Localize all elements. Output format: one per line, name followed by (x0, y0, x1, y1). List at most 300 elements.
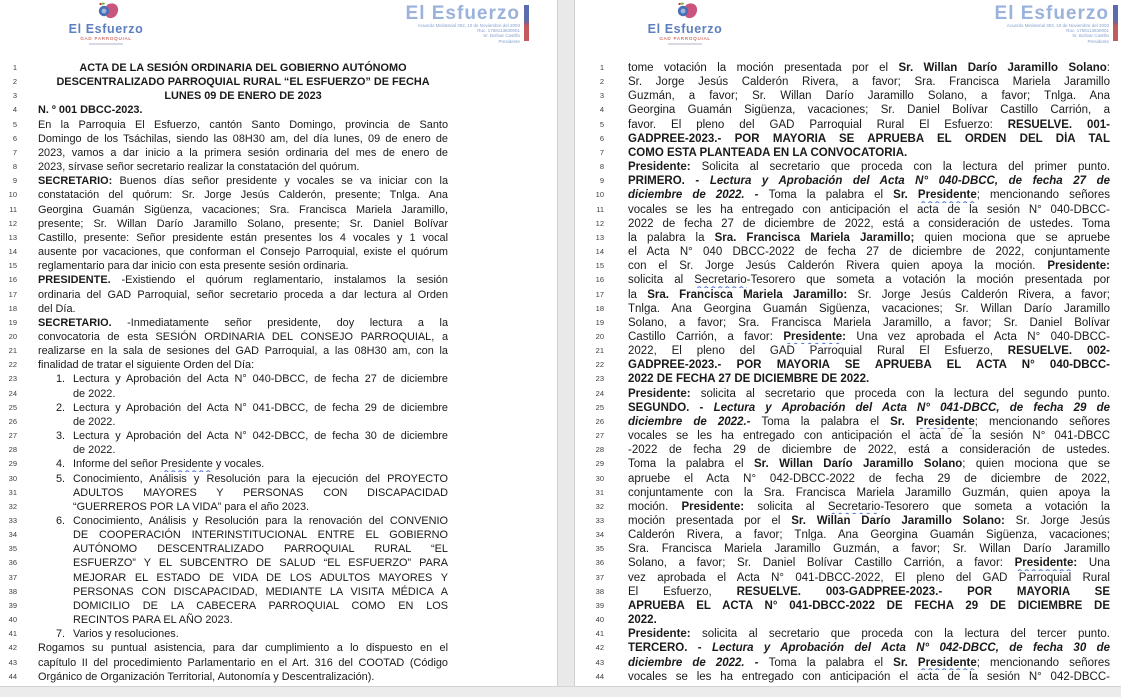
document-line (592, 372, 1110, 386)
line-text: 2022 de fecha 27 de diciembre de 2022, está a consideración de ustedes. Toma (628, 217, 1110, 230)
document-line (2, 571, 448, 585)
line-number: 42 (595, 643, 604, 653)
document-line (2, 500, 448, 514)
line-number: 26 (8, 416, 17, 426)
line-text: 2. Lectura y Aprobación del Acta N° 041-DBCC, de fecha 29 de diciembre (56, 401, 448, 414)
line-text: Presidente: Solicita al secretario que proceda con la lectura del primer punto. (628, 161, 1110, 174)
line-text: PRESIDENTE. -Existiendo el quórum reglamentario, instalamos la sesión (38, 274, 448, 287)
line-number: 41 (8, 629, 17, 639)
line-number: 8 (12, 162, 17, 172)
line-text: tome votación la moción presentada por el Sr. Willan Darío Jaramillo Solano: (628, 62, 1110, 74)
line-number: 8 (599, 162, 604, 172)
list-marker: 2. (56, 401, 66, 414)
line-text: ausente por vacaciones, que conforman el Consejo Parroquial, existe el quórum (38, 246, 448, 259)
line-text: vocales se les ha entregado con anticipación el acta de la sesión N° 040-DBCC- (628, 203, 1110, 216)
line-text: -2022 de fecha 29 de diciembre de 2022, está a consideración de ustedes. (628, 444, 1110, 457)
document-line (2, 245, 448, 259)
line-text: favor. El pleno del GAD Parroquial Rural El Esfuerzo: RESUELVE. 001- (628, 118, 1110, 131)
line-number: 18 (8, 303, 17, 313)
document-line (592, 160, 1110, 174)
line-number: 35 (8, 544, 17, 554)
letterhead-wordmark: El Esfuerzo (405, 3, 520, 24)
line-text: capítulo II del procedimiento Parlamentario en el Art. 316 del COOTAD (Código (38, 656, 448, 669)
line-text: Guzmán, a favor; Sr. Willan Darío Jaramillo Solano, a favor; Tnlga. Ana (628, 90, 1110, 103)
line-text: 2022 DE FECHA 27 DE DICIEMBRE DE 2022. (628, 373, 870, 386)
document-line (2, 670, 448, 684)
document-line (592, 358, 1110, 372)
document-line (2, 160, 448, 174)
line-text: Sra. Francisca Mariela Jaramillo Guzmán, a favor; Sr. Willan Darío Jaramillo (628, 543, 1110, 556)
line-number: 26 (595, 416, 604, 426)
line-number: 36 (8, 558, 17, 568)
line-text: GADPREE-2023.- POR MAYORIA SE APRUEBA EL ACTA N° 040-DBCC- (628, 359, 1110, 372)
document-line (592, 316, 1110, 330)
logo-subtitle: GAD PARROQUIAL (80, 36, 132, 41)
line-number: 37 (8, 572, 17, 582)
line-text: MEJORAR EL ESTADO DE VIDA DE LOS ADULTOS MAYORES Y (73, 571, 448, 584)
list-marker: 7. (56, 628, 66, 641)
line-number: 24 (595, 388, 604, 398)
document-line (2, 288, 448, 302)
line-text: solicita al Secretario-Tesorero que someta a votación la moción presentada por (628, 274, 1110, 287)
document-line (2, 103, 448, 117)
document-line (592, 103, 1110, 117)
line-text: 2022. (628, 614, 657, 627)
line-text: del Día. (38, 302, 76, 315)
line-text: presente; Sr. Willan Darío Jaramillo Solano, presente; Sr. Daniel Bolívar (38, 217, 448, 230)
line-text: 2023, sírvase señor secretario realizar la constatación del quórum. (38, 161, 360, 174)
line-number: 25 (595, 402, 604, 412)
line-text: El Esfuerzo, RESUELVE. 003-GADPREE-2023.- POR MAYORIA SE (628, 585, 1110, 598)
line-number: 10 (8, 190, 17, 200)
line-number: 37 (595, 572, 604, 582)
line-text: PRIMERO. - Lectura y Aprobación del Acta N° 040-DBCC, de fecha 27 de (628, 175, 1110, 188)
document-line (592, 415, 1110, 429)
line-number: 32 (8, 501, 17, 511)
document-line (2, 146, 448, 160)
list-marker: 3. (56, 430, 66, 443)
document-line (2, 273, 448, 287)
document-line (2, 174, 448, 188)
line-text: diciembre de 2022.- Toma la palabra el Sr. Presidente; mencionando señores (628, 415, 1110, 428)
line-number: 29 (8, 459, 17, 469)
document-line (592, 571, 1110, 585)
line-number: 40 (595, 615, 604, 625)
document-line (592, 245, 1110, 259)
line-number: 15 (8, 261, 17, 271)
document-line (592, 174, 1110, 188)
line-number: 16 (8, 275, 17, 285)
document-page-left (0, 0, 557, 686)
letterhead-fineprint: Acuerdo Ministerial 302, 10 de Noviembre del 2003 (417, 23, 520, 28)
list-marker: 4. (56, 458, 66, 471)
document-line (2, 387, 448, 401)
line-text: vez aprobada el Acta N° 041-DBCC-2022, El pleno del GAD Parroquial Rural (628, 571, 1110, 584)
document-line (2, 344, 448, 358)
line-text: Orgánico de Organización Territorial, Autonomía y Descentralización). (38, 670, 375, 683)
line-text: ADULTOS MAYORES Y PERSONAS CON DISCAPACIDAD (73, 486, 448, 499)
line-text: el Acta N° 040 DBCC-2022 de fecha 27 de diciembre de 2022, conjuntamente (628, 246, 1110, 259)
line-text: de 2022. (73, 387, 116, 400)
line-text: 1. Lectura y Aprobación del Acta N° 040-DBCC, de fecha 27 de diciembre (56, 373, 448, 386)
line-text: Castillo, presente: Señor presidente están presentes los 4 vocales y 1 vocal (38, 231, 448, 244)
letterhead-logo (995, 4, 1118, 44)
list-marker: 6. (56, 515, 66, 527)
line-number: 18 (595, 303, 604, 313)
document-line (2, 415, 448, 429)
line-text: moción. Presidente: solicita al Secretario-Tesorero que someta a votación la (628, 500, 1110, 513)
line-text: Calderón Rivera, a favor; Tnlga. Ana Georgina Guamán Sigüenza, vacaciones; (628, 529, 1110, 542)
document-line (2, 556, 448, 570)
letterhead-fineprint: Sr. Bolívar Castillo (1072, 33, 1109, 39)
document-line (2, 372, 448, 386)
document-line (592, 288, 1110, 302)
line-number: 34 (8, 530, 17, 540)
document-line (592, 217, 1110, 231)
document-line (592, 585, 1110, 599)
line-number: 17 (8, 289, 17, 299)
line-number: 39 (595, 600, 604, 610)
line-text: la palabra la Sra. Francisca Mariela Jaramillo; quien mociona que se apruebe (628, 231, 1110, 244)
document-line (592, 259, 1110, 273)
document-line (2, 231, 448, 245)
page-header (575, 0, 1121, 61)
document-line (2, 316, 448, 330)
list-marker: 1. (56, 373, 66, 386)
line-text: PERSONAS CON DISCAPACIDAD, MEDIANTE LA VISITA MÉDICA A (73, 585, 448, 598)
document-line (2, 457, 448, 471)
line-number: 12 (8, 218, 17, 228)
line-text: DESCENTRALIZADO PARROQUIAL RURAL “EL ESFUERZO” DE FECHA (56, 76, 430, 89)
line-number: 16 (595, 275, 604, 285)
line-text: 6. Conocimiento, Análisis y Resolución para la renovación del CONVENIO (56, 515, 448, 527)
line-number: 17 (595, 289, 604, 299)
line-number: 14 (595, 247, 604, 257)
line-number: 2 (599, 77, 604, 87)
line-text: apruebe el Acta N° 042-DBCC-2022 de fecha 29 de diciembre de 2022, (628, 472, 1110, 485)
line-text: Georgina Guamán Sigüenza, vacaciones; Sra. Francisca Mariela Jaramillo, (38, 203, 448, 216)
letterhead-fineprint: Presidente (498, 38, 520, 44)
document-line (592, 656, 1110, 670)
line-text: SECRETARIO. -Inmediatamente señor presidente, doy lectura a la (38, 316, 448, 329)
line-text: APRUEBA EL ACTA N° 041-DBCC-2022 DE FECHA 29 DE DICIEMBRE DE (628, 599, 1110, 612)
line-number: 39 (8, 600, 17, 610)
line-text: Solano, a favor; Sra. Francisca Mariela Jaramillo, a favor; Sr. Daniel Bolívar (628, 316, 1110, 329)
line-text: Toma la palabra el Sr. Willan Darío Jaramillo Solano; quien mociona que se (628, 458, 1110, 471)
line-number: 9 (12, 176, 17, 186)
document-line (2, 188, 448, 202)
line-number: 33 (8, 516, 17, 525)
line-text: “GUERREROS POR LA VIDA” para el año 2023. (73, 500, 310, 513)
line-text: RECINTOS PARA EL AÑO 2023. (73, 614, 233, 627)
logo-wordmark: El Esfuerzo (647, 22, 723, 36)
line-number: 23 (595, 374, 604, 384)
gad-logo (637, 2, 733, 45)
document-line (2, 89, 448, 103)
line-text: vocales se les ha entregado con anticipación el acta de la sesión N° 042-DBCC- (628, 670, 1110, 683)
line-text: de 2022. (73, 415, 116, 428)
document-line (2, 528, 448, 542)
document-line (592, 302, 1110, 316)
line-number: 22 (595, 360, 604, 370)
line-text: ESFUERZO” Y EL SUBCENTRO DE SALUD “EL ESFUERZO” PARA (73, 557, 448, 570)
document-line (592, 330, 1110, 344)
document-line (2, 627, 448, 641)
line-number: 15 (595, 261, 604, 271)
document-line (592, 387, 1110, 401)
letterhead-fineprint: Sr. Bolívar Castillo (483, 33, 520, 39)
line-text: vocales se les ha entregado con anticipación el acta de la sesión N° 041-DBCC (628, 430, 1110, 443)
document-line (2, 542, 448, 556)
line-number: 11 (9, 204, 17, 214)
line-number: 6 (599, 133, 604, 143)
line-number: 11 (596, 204, 604, 214)
page-gap (557, 0, 575, 686)
line-text: En la Parroquia El Esfuerzo, cantón Santo Domingo, provincia de Santo (38, 118, 448, 131)
line-text: Solano, a favor; Sr. Daniel Bolívar Castillo Carrión, a favor: Presidente: Una (628, 557, 1110, 570)
line-text: moción presentada por el Sr. Willan Darío Jaramillo Solano: Sr. Jorge Jesús (628, 515, 1110, 527)
line-number: 4 (599, 105, 604, 115)
line-number: 25 (8, 402, 17, 412)
line-number: 38 (8, 586, 17, 596)
letterhead-wordmark: El Esfuerzo (994, 3, 1109, 24)
line-number: 13 (8, 232, 17, 242)
line-text: DOMICILIO DE LA CABECERA PARROQUIAL COMO EN LOS (73, 599, 448, 612)
document-line (2, 132, 448, 146)
line-number: 36 (595, 558, 604, 568)
horizontal-scrollbar[interactable] (0, 686, 1121, 697)
line-number: 31 (8, 487, 17, 497)
line-text: reglamentario para dar inicio con esta presente sesión ordinaria. (38, 260, 349, 273)
line-number: 32 (595, 501, 604, 511)
line-number: 1 (599, 63, 604, 72)
document-line (2, 118, 448, 132)
document-line (2, 641, 448, 655)
document-line (592, 641, 1110, 655)
document-line (592, 146, 1110, 160)
line-text: Presidente: solicita al secretario que proceda con la lectura del tercer punto. (628, 628, 1110, 641)
line-text: conjuntamente con la Sra. Francisca Mariela Jaramillo Guzmán, quien apoya la (628, 486, 1110, 499)
line-number: 2 (12, 77, 17, 87)
document-line (592, 203, 1110, 217)
line-number: 21 (8, 346, 17, 356)
document-line (2, 203, 448, 217)
list-marker: 5. (56, 472, 66, 485)
line-number: 28 (8, 445, 17, 455)
line-number: 5 (599, 119, 604, 129)
line-number: 7 (12, 147, 17, 157)
document-line (2, 61, 448, 75)
document-line (2, 75, 448, 89)
line-number: 24 (8, 388, 17, 398)
logo-accent-bar (524, 5, 529, 41)
document-line (592, 132, 1110, 146)
document-line (592, 472, 1110, 486)
line-number: 43 (595, 657, 604, 667)
line-text: 4. Informe del señor Presidente y vocales. (56, 458, 265, 471)
letterhead-fineprint: Acuerdo Ministerial 302, 10 de Noviembre del 2003 (1006, 23, 1109, 28)
document-line (592, 344, 1110, 358)
document-line (2, 330, 448, 344)
line-text: convocatoria de esta SESIÓN ORDINARIA DEL CONSEJO PARROQUIAL, a (38, 330, 448, 343)
line-number: 19 (8, 317, 17, 327)
line-number: 1 (12, 63, 17, 72)
document-line (592, 61, 1110, 75)
document-page-right (575, 0, 1121, 686)
line-number: 27 (8, 431, 17, 441)
line-text: SEGUNDO. - Lectura y Aprobación del Acta N° 041-DBCC, de fecha 29 de (628, 401, 1110, 414)
line-text: COMO ESTA PLANTEADA EN LA CONVOCATORIA. (628, 146, 908, 159)
line-number: 10 (595, 190, 604, 200)
line-number: 19 (595, 317, 604, 327)
document-line (592, 500, 1110, 514)
document-line (2, 585, 448, 599)
document-lines (592, 61, 1110, 684)
document-line (2, 259, 448, 273)
line-number: 34 (595, 530, 604, 540)
line-number: 21 (595, 346, 604, 356)
line-number: 9 (599, 176, 604, 186)
document-line (2, 656, 448, 670)
document-line (2, 429, 448, 443)
line-number: 30 (8, 473, 17, 483)
line-text: GADPREE-2023.- POR MAYORIA SE APRUEBA EL ORDEN DEL DÍA TAL (628, 132, 1110, 145)
line-number: 7 (599, 147, 604, 157)
document-line (2, 401, 448, 415)
line-text: diciembre de 2022. - Toma la palabra el Sr. Presidente; mencionando señores (628, 656, 1110, 669)
document-line (2, 486, 448, 500)
line-text: SECRETARIO: Buenos días señor presidente y vocales se va iniciar con la (38, 175, 448, 188)
line-text: ordinaria del GAD Parroquial, señor secretario proceda a dar lectura al Orden (38, 288, 448, 301)
line-number: 13 (595, 232, 604, 242)
line-text: constatación del quórum: Sr. Jorge Jesús Calderón, presente; Tnlga. Ana (38, 189, 448, 202)
letterhead-logo (406, 4, 529, 44)
line-text: 2022, El pleno del GAD Parroquial Rural El Esfuerzo, RESUELVE. 002- (628, 345, 1110, 358)
line-number: 6 (12, 133, 17, 143)
document-line (592, 599, 1110, 613)
document-line (592, 613, 1110, 627)
line-text: diciembre de 2022. - Toma la palabra el Sr. Presidente; mencionando señores (628, 189, 1110, 202)
document-lines (2, 61, 448, 684)
line-number: 31 (595, 487, 604, 497)
line-number: 22 (8, 360, 17, 370)
document-line (592, 486, 1110, 500)
line-text: DE COOPERACIÓN INTERINSTITUCIONAL ENTRE EL GOBIERNO (73, 529, 448, 542)
logo-wordmark: El Esfuerzo (68, 22, 144, 36)
line-text: N. º 001 DBCC-2023. (38, 104, 143, 117)
logo-subtitle: GAD PARROQUIAL (659, 36, 711, 41)
line-text: LUNES 09 DE ENERO DE 2023 (164, 90, 322, 103)
line-text: AUTÓNOMO DESCENTRALIZADO PARROQUIAL RURAL “EL (73, 543, 448, 556)
line-text: Presidente: solicita al secretario que proceda con la lectura del segundo punto. (628, 387, 1110, 400)
document-line (592, 401, 1110, 415)
document-line (2, 599, 448, 613)
line-text: 3. Lectura y Aprobación del Acta N° 042-DBCC, de fecha 30 de diciembre (56, 430, 448, 443)
line-text: finalidad de tratar el siguiente Orden del Día: (38, 359, 255, 372)
line-text: de 2022. (73, 444, 116, 457)
document-line (592, 188, 1110, 202)
document-line (592, 627, 1110, 641)
letterhead-fineprint: Ruc. 1768113830001 (1066, 28, 1109, 34)
document-line (2, 302, 448, 316)
document-line (592, 429, 1110, 443)
document-line (592, 118, 1110, 132)
document-line (592, 556, 1110, 570)
document-line (592, 528, 1110, 542)
document-line (2, 358, 448, 372)
line-number: 20 (8, 331, 17, 341)
document-line (592, 89, 1110, 103)
gad-logo (58, 2, 154, 45)
document-line (2, 613, 448, 627)
line-text: TERCERO. - Lectura y Aprobación del Acta N° 042-DBCC, de fecha 30 de (628, 642, 1110, 655)
line-number: 20 (595, 331, 604, 341)
line-text: 5. Conocimiento, Análisis y Resolución para la ejecución del PROYECTO (56, 472, 448, 485)
line-text: Tnlga. Ana Georgina Guamán Sigüenza, vacaciones; Sr. Willan Darío Jaramillo (628, 302, 1110, 315)
fruit-logo-icon (93, 2, 119, 22)
line-number: 14 (8, 247, 17, 257)
line-text: realizarse en la sala de sesiones del GAD Parroquial, a las 08H30 am, con la (38, 345, 448, 358)
document-line (592, 670, 1110, 684)
line-number: 5 (12, 119, 17, 129)
line-number: 35 (595, 544, 604, 554)
document-line (592, 457, 1110, 471)
line-number: 30 (595, 473, 604, 483)
line-number: 3 (12, 91, 17, 101)
line-text: Georgina Guamán Sigüenza, vacaciones; Sr. Daniel Bolívar Castillo Carrión, a (628, 104, 1110, 117)
document-line (592, 542, 1110, 556)
line-number: 23 (8, 374, 17, 384)
logo-fineprint-line (89, 43, 123, 45)
document-line (592, 231, 1110, 245)
line-text: 7. Varios y resoluciones. (56, 628, 179, 641)
line-number: 12 (595, 218, 604, 228)
line-number: 33 (595, 516, 604, 525)
line-number: 27 (595, 431, 604, 441)
line-text: Domingo de los Tsáchilas, siendo las 08H30 am, del día lunes, 09 de enero de (38, 132, 448, 145)
letterhead-fineprint: Ruc. 1768113830001 (477, 28, 520, 34)
fruit-logo-icon (672, 2, 698, 22)
line-text: la Sra. Francisca Mariela Jaramillo: Sr. Jorge Jesús Calderón Rivera, a favor; (628, 288, 1110, 301)
line-text: Castillo Carrión, a favor: Presidente: Una vez aprobada el Acta N° 040-DBCC- (628, 330, 1110, 343)
line-number: 44 (8, 671, 17, 681)
document-line (2, 217, 448, 231)
line-number: 43 (8, 657, 17, 667)
line-number: 44 (595, 671, 604, 681)
line-number: 28 (595, 445, 604, 455)
line-number: 4 (12, 105, 17, 115)
letterhead-fineprint: Presidente (1087, 38, 1109, 44)
document-line (592, 75, 1110, 89)
line-number: 3 (599, 91, 604, 101)
document-line (2, 443, 448, 457)
document-line (592, 273, 1110, 287)
line-number: 42 (8, 643, 17, 653)
document-line (592, 443, 1110, 457)
logo-fineprint-line (668, 43, 702, 45)
line-text: con el Sr. Jorge Jesús Calderón Rivera quien apoya la moción. Presidente: (628, 260, 1110, 273)
page-header (0, 0, 557, 61)
line-number: 29 (595, 459, 604, 469)
line-text: 2023, vamos a dar inicio a la primera sesión ordinaria del mes de enero de (38, 146, 448, 159)
document-line (592, 514, 1110, 528)
line-number: 41 (595, 629, 604, 639)
line-text: ACTA DE LA SESIÓN ORDINARIA DEL GOBIERNO AUTÓNOMO (79, 62, 407, 74)
document-line (2, 514, 448, 528)
line-number: 38 (595, 586, 604, 596)
logo-accent-bar (1113, 5, 1118, 41)
document-line (2, 472, 448, 486)
